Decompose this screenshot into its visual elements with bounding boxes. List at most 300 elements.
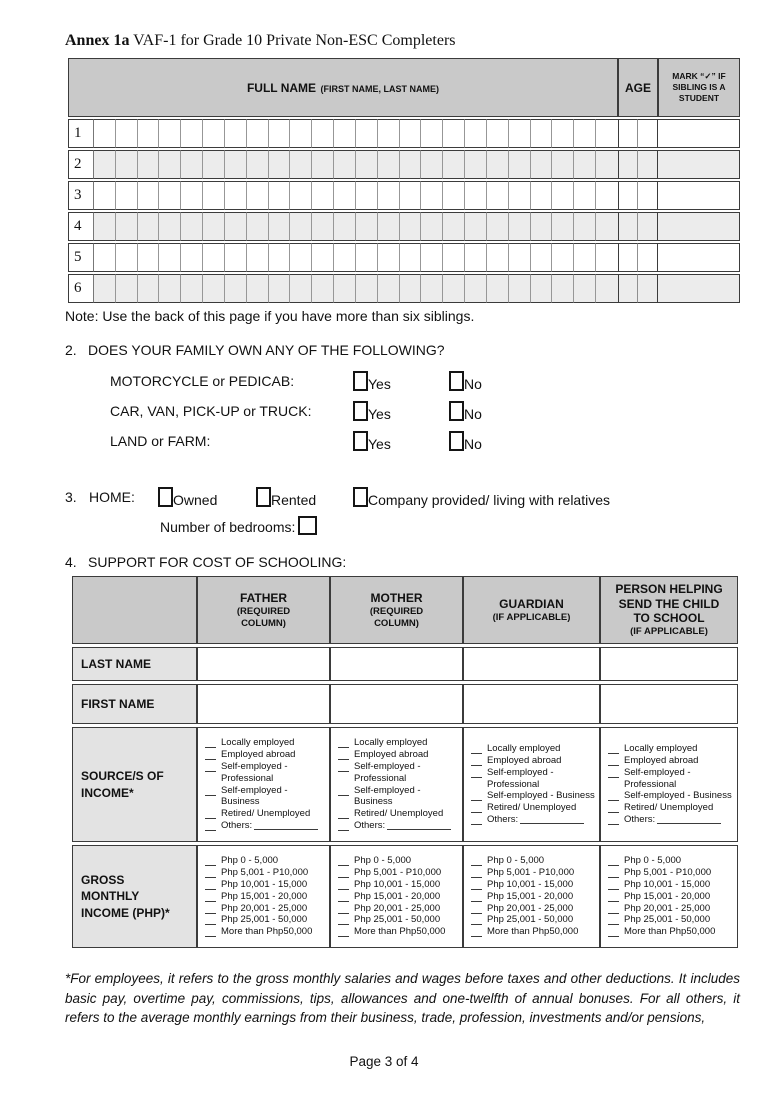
option-mark-blank[interactable] xyxy=(338,868,349,878)
option-mark-blank[interactable] xyxy=(471,815,482,825)
option-mark-blank[interactable] xyxy=(205,904,216,914)
name-letter-cell[interactable] xyxy=(116,212,138,241)
income-option xyxy=(338,926,458,938)
age-cell[interactable] xyxy=(638,212,658,241)
first-name-input-cell[interactable] xyxy=(197,684,330,724)
income-option xyxy=(205,867,325,879)
age-cell[interactable] xyxy=(638,150,658,179)
yes-checkbox[interactable] xyxy=(353,401,368,421)
name-letter-cell[interactable] xyxy=(203,119,225,148)
name-letter-cell[interactable] xyxy=(596,243,618,272)
column-title: MOTHER xyxy=(370,590,423,605)
option-mark-blank[interactable] xyxy=(471,856,482,866)
name-letter-cell[interactable] xyxy=(181,181,203,210)
option-mark-blank[interactable] xyxy=(205,868,216,878)
name-letter-cell[interactable] xyxy=(225,212,247,241)
name-letter-cell[interactable] xyxy=(312,119,334,148)
name-letter-cell[interactable] xyxy=(596,181,618,210)
others-write-in-line[interactable] xyxy=(520,814,584,824)
name-letter-cell[interactable] xyxy=(443,212,465,241)
name-letter-cell[interactable] xyxy=(552,150,574,179)
name-letter-cell[interactable] xyxy=(94,119,116,148)
name-letter-cell[interactable] xyxy=(334,181,356,210)
income-option xyxy=(608,855,733,867)
name-letter-cell[interactable] xyxy=(400,274,422,303)
full-name-header xyxy=(68,58,618,117)
name-letter-cell[interactable] xyxy=(247,150,269,179)
name-letter-cell[interactable] xyxy=(181,212,203,241)
support-table xyxy=(72,573,738,951)
name-letter-cell[interactable] xyxy=(94,150,116,179)
name-letter-cell[interactable] xyxy=(138,274,160,303)
name-letter-cell[interactable] xyxy=(465,119,487,148)
name-letter-cell[interactable] xyxy=(400,150,422,179)
name-letter-cell[interactable] xyxy=(400,212,422,241)
support-column-header xyxy=(197,576,330,644)
income-option xyxy=(471,802,595,814)
name-letter-cell[interactable] xyxy=(400,119,422,148)
name-letter-cell[interactable] xyxy=(312,212,334,241)
home-option-label: Rented xyxy=(271,492,317,508)
name-letter-cell[interactable] xyxy=(487,243,509,272)
name-letter-cell[interactable] xyxy=(159,150,181,179)
home-checkbox[interactable] xyxy=(158,487,173,507)
option-mark-blank[interactable] xyxy=(205,927,216,937)
name-letter-cell[interactable] xyxy=(203,150,225,179)
name-letter-cell[interactable] xyxy=(378,181,400,210)
option-mark-blank[interactable] xyxy=(205,856,216,866)
name-letter-cell[interactable] xyxy=(596,274,618,303)
name-letter-cell[interactable] xyxy=(334,243,356,272)
last-name-input-cell[interactable] xyxy=(463,647,600,681)
name-letter-cell[interactable] xyxy=(487,212,509,241)
sibling-row xyxy=(68,150,740,179)
option-text: Php 5,001 - P10,000 xyxy=(624,866,712,878)
option-mark-blank[interactable] xyxy=(205,821,216,831)
option-mark-blank[interactable] xyxy=(338,915,349,925)
question-4-number: 4. xyxy=(65,554,77,570)
income-option xyxy=(608,802,733,814)
option-mark-blank[interactable] xyxy=(338,750,349,760)
name-letter-cell[interactable] xyxy=(159,119,181,148)
no-checkbox[interactable] xyxy=(449,371,464,391)
name-letter-cell[interactable] xyxy=(487,119,509,148)
option-mark-blank[interactable] xyxy=(338,809,349,819)
name-letter-cell[interactable] xyxy=(596,212,618,241)
name-letter-cell[interactable] xyxy=(574,212,596,241)
name-letter-cell[interactable] xyxy=(312,274,334,303)
age-cell[interactable] xyxy=(638,181,658,210)
name-letter-cell[interactable] xyxy=(378,150,400,179)
name-letter-cell[interactable] xyxy=(181,119,203,148)
column-subtitle: (IF APPLICABLE) xyxy=(630,626,708,638)
name-letter-cell[interactable] xyxy=(531,274,553,303)
name-letter-cell[interactable] xyxy=(159,212,181,241)
sibling-row-number: 3 xyxy=(68,181,94,210)
name-letter-cell[interactable] xyxy=(487,274,509,303)
name-letter-cell[interactable] xyxy=(116,181,138,210)
sibling-student-mark-cell[interactable] xyxy=(658,181,740,210)
name-letter-cell[interactable] xyxy=(356,119,378,148)
name-letter-cell[interactable] xyxy=(334,150,356,179)
sibling-student-mark-cell[interactable] xyxy=(658,243,740,272)
option-text: Self-employed - Business xyxy=(487,790,595,802)
first-name-input-cell[interactable] xyxy=(330,684,463,724)
option-mark-blank[interactable] xyxy=(471,927,482,937)
income-option xyxy=(205,914,325,926)
name-letter-cell[interactable] xyxy=(312,150,334,179)
option-mark-blank[interactable] xyxy=(205,750,216,760)
option-mark-blank[interactable] xyxy=(471,915,482,925)
name-letter-cell[interactable] xyxy=(574,181,596,210)
name-letter-cell[interactable] xyxy=(509,181,531,210)
name-letter-cell[interactable] xyxy=(334,119,356,148)
name-letter-cell[interactable] xyxy=(421,212,443,241)
age-cell[interactable] xyxy=(638,119,658,148)
name-letter-cell[interactable] xyxy=(465,274,487,303)
age-cell[interactable] xyxy=(618,181,638,210)
name-letter-cell[interactable] xyxy=(378,212,400,241)
name-letter-cell[interactable] xyxy=(531,212,553,241)
name-letter-cell[interactable] xyxy=(574,119,596,148)
name-letter-cell[interactable] xyxy=(334,274,356,303)
option-mark-blank[interactable] xyxy=(205,892,216,902)
name-letter-cell[interactable] xyxy=(356,181,378,210)
name-letter-cell[interactable] xyxy=(159,181,181,210)
name-letter-cell[interactable] xyxy=(138,181,160,210)
column-subtitle: (REQUIRED COLUMN) xyxy=(236,606,291,629)
option-text: Self-employed - Business xyxy=(221,784,288,808)
name-letter-cell[interactable] xyxy=(290,212,312,241)
option-mark-blank[interactable] xyxy=(338,821,349,831)
first-name-input-cell[interactable] xyxy=(600,684,738,724)
name-letter-cell[interactable] xyxy=(159,274,181,303)
option-mark-blank[interactable] xyxy=(338,762,349,772)
option-mark-blank[interactable] xyxy=(608,927,619,937)
name-letter-cell[interactable] xyxy=(596,119,618,148)
income-option xyxy=(338,808,458,820)
name-letter-cell[interactable] xyxy=(181,243,203,272)
option-mark-blank[interactable] xyxy=(471,904,482,914)
age-cell[interactable] xyxy=(638,274,658,303)
option-text: Self-employed - Professional xyxy=(221,760,288,784)
option-text: Php 20,001 - 25,000 xyxy=(221,902,308,914)
yes-checkbox[interactable] xyxy=(353,431,368,451)
option-text: Employed abroad xyxy=(354,748,429,760)
name-letter-cell[interactable] xyxy=(356,243,378,272)
name-letter-cell[interactable] xyxy=(225,181,247,210)
full-name-label: FULL NAME xyxy=(246,80,317,95)
option-mark-blank[interactable] xyxy=(338,786,349,796)
no-checkbox[interactable] xyxy=(449,401,464,421)
name-letter-cell[interactable] xyxy=(116,243,138,272)
income-option xyxy=(608,867,733,879)
name-letter-cell[interactable] xyxy=(247,274,269,303)
name-letter-cell[interactable] xyxy=(356,150,378,179)
name-letter-cell[interactable] xyxy=(290,181,312,210)
name-letter-cell[interactable] xyxy=(247,243,269,272)
option-mark-blank[interactable] xyxy=(338,892,349,902)
option-mark-blank[interactable] xyxy=(205,809,216,819)
name-letter-cell[interactable] xyxy=(421,181,443,210)
income-option xyxy=(471,855,595,867)
option-mark-blank[interactable] xyxy=(338,904,349,914)
name-letter-cell[interactable] xyxy=(531,181,553,210)
option-mark-blank[interactable] xyxy=(471,756,482,766)
name-letter-cell[interactable] xyxy=(421,243,443,272)
option-mark-blank[interactable] xyxy=(608,856,619,866)
name-letter-cell[interactable] xyxy=(94,212,116,241)
others-write-in-line[interactable] xyxy=(657,814,721,824)
home-checkbox[interactable] xyxy=(353,487,368,507)
name-letter-cell[interactable] xyxy=(269,119,291,148)
sibling-student-mark-cell[interactable] xyxy=(658,150,740,179)
first-name-input-cell[interactable] xyxy=(463,684,600,724)
option-mark-blank[interactable] xyxy=(608,815,619,825)
gross-income-cell xyxy=(330,845,463,948)
name-letter-cell[interactable] xyxy=(138,119,160,148)
option-mark-blank[interactable] xyxy=(338,880,349,890)
option-mark-blank[interactable] xyxy=(338,738,349,748)
name-letter-cell[interactable] xyxy=(138,150,160,179)
option-mark-blank[interactable] xyxy=(471,880,482,890)
name-letter-cell[interactable] xyxy=(509,150,531,179)
name-letter-cell[interactable] xyxy=(312,181,334,210)
option-mark-blank[interactable] xyxy=(608,880,619,890)
age-cell[interactable] xyxy=(618,243,638,272)
no-option xyxy=(449,401,482,421)
age-cell[interactable] xyxy=(618,212,638,241)
name-letter-cell[interactable] xyxy=(247,119,269,148)
name-letter-cell[interactable] xyxy=(509,274,531,303)
name-letter-cell[interactable] xyxy=(225,150,247,179)
option-mark-blank[interactable] xyxy=(471,868,482,878)
name-letter-cell[interactable] xyxy=(552,119,574,148)
yes-label: Yes xyxy=(368,376,391,392)
others-write-in-line[interactable] xyxy=(387,820,451,830)
home-option-label: Company provided/ living with relatives xyxy=(368,492,610,508)
name-letter-cell[interactable] xyxy=(400,243,422,272)
name-letter-cell[interactable] xyxy=(269,181,291,210)
name-letter-cell[interactable] xyxy=(116,150,138,179)
last-name-input-cell[interactable] xyxy=(197,647,330,681)
name-letter-cell[interactable] xyxy=(181,274,203,303)
name-letter-cell[interactable] xyxy=(465,181,487,210)
name-letter-cell[interactable] xyxy=(269,212,291,241)
name-letter-cell[interactable] xyxy=(378,119,400,148)
option-mark-blank[interactable] xyxy=(608,756,619,766)
no-checkbox[interactable] xyxy=(449,431,464,451)
name-letter-cell[interactable] xyxy=(203,212,225,241)
yes-checkbox[interactable] xyxy=(353,371,368,391)
name-letter-cell[interactable] xyxy=(334,212,356,241)
income-option xyxy=(338,903,458,915)
yes-option xyxy=(353,401,391,421)
option-mark-blank[interactable] xyxy=(205,762,216,772)
sibling-row xyxy=(68,212,740,241)
option-mark-blank[interactable] xyxy=(205,786,216,796)
age-cell[interactable] xyxy=(618,119,638,148)
option-text: More than Php50,000 xyxy=(624,926,716,938)
name-letter-cell[interactable] xyxy=(443,274,465,303)
name-letter-cell[interactable] xyxy=(290,274,312,303)
question-4-text: SUPPORT FOR COST OF SCHOOLING: xyxy=(88,554,347,570)
name-letter-cell[interactable] xyxy=(203,274,225,303)
column-subtitle: (REQUIRED COLUMN) xyxy=(369,606,424,629)
name-letter-cell[interactable] xyxy=(421,150,443,179)
name-letter-cell[interactable] xyxy=(94,274,116,303)
name-letter-cell[interactable] xyxy=(247,181,269,210)
option-mark-blank[interactable] xyxy=(608,803,619,813)
name-letter-cell[interactable] xyxy=(487,181,509,210)
name-letter-cell[interactable] xyxy=(465,150,487,179)
name-letter-cell[interactable] xyxy=(531,150,553,179)
family-asset-row xyxy=(110,362,740,392)
name-letter-cell[interactable] xyxy=(574,150,596,179)
name-letter-cell[interactable] xyxy=(94,243,116,272)
option-text: More than Php50,000 xyxy=(487,926,579,938)
option-text: Self-employed - Professional xyxy=(354,760,421,784)
others-write-in-line[interactable] xyxy=(254,820,318,830)
no-option xyxy=(449,371,482,391)
name-letter-cell[interactable] xyxy=(443,243,465,272)
name-letter-cell[interactable] xyxy=(421,119,443,148)
option-mark-blank[interactable] xyxy=(608,744,619,754)
name-letter-cell[interactable] xyxy=(574,274,596,303)
name-letter-cell[interactable] xyxy=(94,181,116,210)
age-cell[interactable] xyxy=(618,274,638,303)
name-letter-cell[interactable] xyxy=(203,243,225,272)
name-letter-cell[interactable] xyxy=(552,181,574,210)
last-name-input-cell[interactable] xyxy=(600,647,738,681)
bedrooms-count-box[interactable] xyxy=(298,516,317,535)
income-option xyxy=(205,808,325,820)
income-option xyxy=(608,926,733,938)
name-letter-cell[interactable] xyxy=(465,243,487,272)
option-mark-blank[interactable] xyxy=(205,880,216,890)
option-mark-blank[interactable] xyxy=(471,744,482,754)
option-mark-blank[interactable] xyxy=(471,768,482,778)
name-letter-cell[interactable] xyxy=(290,150,312,179)
age-cell[interactable] xyxy=(638,243,658,272)
name-letter-cell[interactable] xyxy=(531,119,553,148)
option-mark-blank[interactable] xyxy=(205,915,216,925)
yes-option xyxy=(353,431,391,451)
name-letter-cell[interactable] xyxy=(443,119,465,148)
name-letter-cell[interactable] xyxy=(509,119,531,148)
page-title xyxy=(65,32,740,50)
option-text: Php 25,001 - 50,000 xyxy=(487,914,574,926)
name-letter-cell[interactable] xyxy=(225,274,247,303)
option-mark-blank[interactable] xyxy=(471,892,482,902)
name-letter-cell[interactable] xyxy=(421,274,443,303)
name-letter-cell[interactable] xyxy=(552,212,574,241)
name-letter-cell[interactable] xyxy=(378,243,400,272)
option-mark-blank[interactable] xyxy=(471,803,482,813)
name-letter-cell[interactable] xyxy=(531,243,553,272)
name-letter-cell[interactable] xyxy=(574,243,596,272)
name-letter-cell[interactable] xyxy=(400,181,422,210)
name-letter-cell[interactable] xyxy=(465,212,487,241)
name-letter-cell[interactable] xyxy=(138,212,160,241)
option-text: Retired/ Unemployed xyxy=(487,802,577,814)
name-letter-cell[interactable] xyxy=(509,243,531,272)
name-letter-cell[interactable] xyxy=(509,212,531,241)
name-letter-cell[interactable] xyxy=(269,274,291,303)
option-mark-blank[interactable] xyxy=(338,927,349,937)
full-name-sublabel: (FIRST NAME, LAST NAME) xyxy=(320,83,440,94)
name-letter-cell[interactable] xyxy=(269,243,291,272)
name-letter-cell[interactable] xyxy=(487,150,509,179)
option-mark-blank[interactable] xyxy=(608,768,619,778)
age-cell[interactable] xyxy=(618,150,638,179)
name-letter-cell[interactable] xyxy=(116,119,138,148)
option-mark-blank[interactable] xyxy=(608,791,619,801)
option-text: More than Php50,000 xyxy=(221,926,313,938)
income-footnote: *For employees, it refers to the gross monthly salaries and wages before taxes and other deductions. It includes basic pay, overtime pay, commissions, tips, allowances and one-twelfth of annual bonuses. For all others, it refers to the average monthly earnings from their business, trade, profession, investments and/or pensions, xyxy=(65,971,740,1026)
option-mark-blank[interactable] xyxy=(338,856,349,866)
name-letter-cell[interactable] xyxy=(203,181,225,210)
income-option xyxy=(205,749,325,761)
no-label: No xyxy=(464,406,482,422)
name-letter-cell[interactable] xyxy=(443,150,465,179)
income-option xyxy=(471,926,595,938)
option-mark-blank[interactable] xyxy=(205,738,216,748)
sibling-student-mark-cell[interactable] xyxy=(658,212,740,241)
option-text: Php 25,001 - 50,000 xyxy=(221,914,308,926)
column-title: PERSON HELPING SEND THE CHILD TO SCHOOL xyxy=(615,582,723,625)
home-checkbox[interactable] xyxy=(256,487,271,507)
option-text: Php 0 - 5,000 xyxy=(487,855,545,866)
name-letter-cell[interactable] xyxy=(181,150,203,179)
name-letter-cell[interactable] xyxy=(269,150,291,179)
option-mark-blank[interactable] xyxy=(471,791,482,801)
sibling-student-mark-cell[interactable] xyxy=(658,274,740,303)
name-letter-cell[interactable] xyxy=(225,119,247,148)
option-text: Locally employed xyxy=(487,742,561,754)
sibling-row-number: 5 xyxy=(68,243,94,272)
name-letter-cell[interactable] xyxy=(159,243,181,272)
no-label: No xyxy=(464,376,482,392)
last-name-input-cell[interactable] xyxy=(330,647,463,681)
name-letter-cell[interactable] xyxy=(443,181,465,210)
name-letter-cell[interactable] xyxy=(247,212,269,241)
name-letter-cell[interactable] xyxy=(378,274,400,303)
name-letter-cell[interactable] xyxy=(552,243,574,272)
name-letter-cell[interactable] xyxy=(356,274,378,303)
home-option xyxy=(256,487,316,507)
option-text: Php 0 - 5,000 xyxy=(624,855,682,866)
option-mark-blank[interactable] xyxy=(608,904,619,914)
name-letter-cell[interactable] xyxy=(356,212,378,241)
name-letter-cell[interactable] xyxy=(116,274,138,303)
name-letter-cell[interactable] xyxy=(138,243,160,272)
name-letter-cell[interactable] xyxy=(596,150,618,179)
name-letter-cell[interactable] xyxy=(290,119,312,148)
name-letter-cell[interactable] xyxy=(552,274,574,303)
name-letter-cell[interactable] xyxy=(312,243,334,272)
option-mark-blank[interactable] xyxy=(608,868,619,878)
name-letter-cell[interactable] xyxy=(225,243,247,272)
name-letter-cell[interactable] xyxy=(290,243,312,272)
siblings-note: Note: Use the back of this page if you have more than six siblings. xyxy=(65,308,475,324)
income-option xyxy=(205,879,325,891)
option-mark-blank[interactable] xyxy=(608,892,619,902)
bedrooms-row xyxy=(160,516,740,535)
sibling-student-mark-cell[interactable] xyxy=(658,119,740,148)
option-mark-blank[interactable] xyxy=(608,915,619,925)
income-option xyxy=(205,903,325,915)
